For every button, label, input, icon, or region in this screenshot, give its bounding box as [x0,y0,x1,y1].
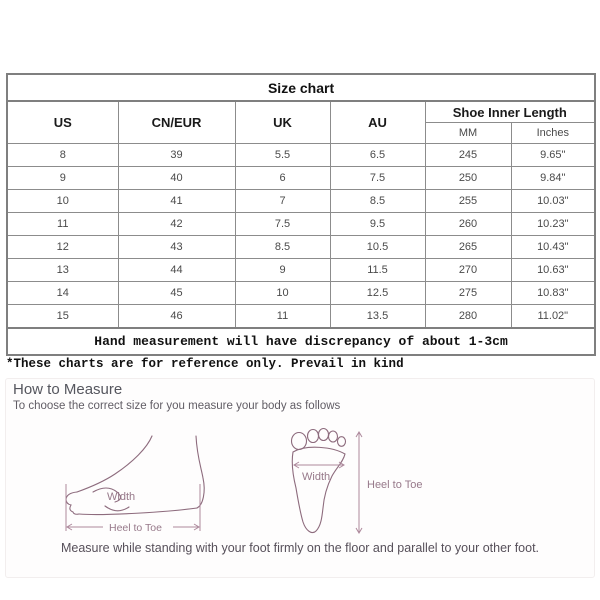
table-cell: 6.5 [330,144,425,167]
table-cell: 275 [425,282,511,305]
table-cell: 10.43" [511,236,595,259]
table-cell: 7.5 [330,167,425,190]
top-width-label: Width [302,471,331,483]
table-cell: 8 [7,144,118,167]
table-row [7,144,595,167]
table-cell: 10.23" [511,213,595,236]
table-cell: 260 [425,213,511,236]
size-chart-title: Size chart [7,74,595,101]
table-row [7,305,595,329]
table-cell: 10.03" [511,190,595,213]
table-cell: 15 [7,305,118,329]
col-header-uk: UK [235,101,330,144]
side-foot-diagram [55,422,220,537]
size-chart-title-row [7,74,595,101]
col-header-inches: Inches [511,123,595,144]
side-width-label: Width [107,491,136,503]
table-cell: 39 [118,144,235,167]
table-cell: 10.5 [330,236,425,259]
side-heel-to-toe-label: Heel to Toe [109,522,162,534]
table-cell: 7 [235,190,330,213]
how-to-measure-subtitle: To choose the correct size for you measure your body as follows [13,400,341,412]
table-cell: 270 [425,259,511,282]
table-cell: 8.5 [235,236,330,259]
table-cell: 245 [425,144,511,167]
table-cell: 11.02" [511,305,595,329]
table-cell: 13 [7,259,118,282]
table-cell: 265 [425,236,511,259]
reference-note: *These charts are for reference only. Prevail in kind [6,357,404,371]
table-row [7,236,595,259]
how-to-measure-title: How to Measure [13,381,123,398]
table-row [7,213,595,236]
table-cell: 12.5 [330,282,425,305]
table-cell: 13.5 [330,305,425,329]
col-header-us: US [7,101,118,144]
table-cell: 7.5 [235,213,330,236]
table-cell: 9.65" [511,144,595,167]
table-cell: 41 [118,190,235,213]
table-cell: 5.5 [235,144,330,167]
table-cell: 44 [118,259,235,282]
table-cell: 10.83" [511,282,595,305]
table-cell: 11.5 [330,259,425,282]
table-cell: 10.63" [511,259,595,282]
top-heel-to-toe-label: Heel to Toe [367,479,423,491]
col-header-au: AU [330,101,425,144]
table-cell: 46 [118,305,235,329]
size-chart-body [7,144,595,329]
table-cell: 43 [118,236,235,259]
table-cell: 9.5 [330,213,425,236]
col-header-cn-eur: CN/EUR [118,101,235,144]
table-cell: 280 [425,305,511,329]
table-cell: 11 [235,305,330,329]
table-cell: 255 [425,190,511,213]
footer-note-row [7,328,595,355]
col-header-mm: MM [425,123,511,144]
table-cell: 10 [235,282,330,305]
table-cell: 6 [235,167,330,190]
table-cell: 11 [7,213,118,236]
table-cell: 9.84" [511,167,595,190]
table-cell: 250 [425,167,511,190]
table-row [7,259,595,282]
table-cell: 14 [7,282,118,305]
measurement-discrepancy-note: Hand measurement will have discrepancy of about 1-3cm [7,328,595,355]
table-row [7,167,595,190]
table-cell: 8.5 [330,190,425,213]
table-cell: 9 [7,167,118,190]
table-row [7,282,595,305]
table-cell: 12 [7,236,118,259]
size-chart-table [6,73,596,356]
table-cell: 40 [118,167,235,190]
table-cell: 45 [118,282,235,305]
table-cell: 9 [235,259,330,282]
table-row [7,190,595,213]
column-header-row [7,101,595,123]
col-header-shoe-inner-length: Shoe Inner Length [425,101,595,123]
table-cell: 10 [7,190,118,213]
measure-caption: Measure while standing with your foot firmly on the floor and parallel to your other foot. [60,541,540,555]
top-foot-diagram [283,424,435,539]
table-cell: 42 [118,213,235,236]
